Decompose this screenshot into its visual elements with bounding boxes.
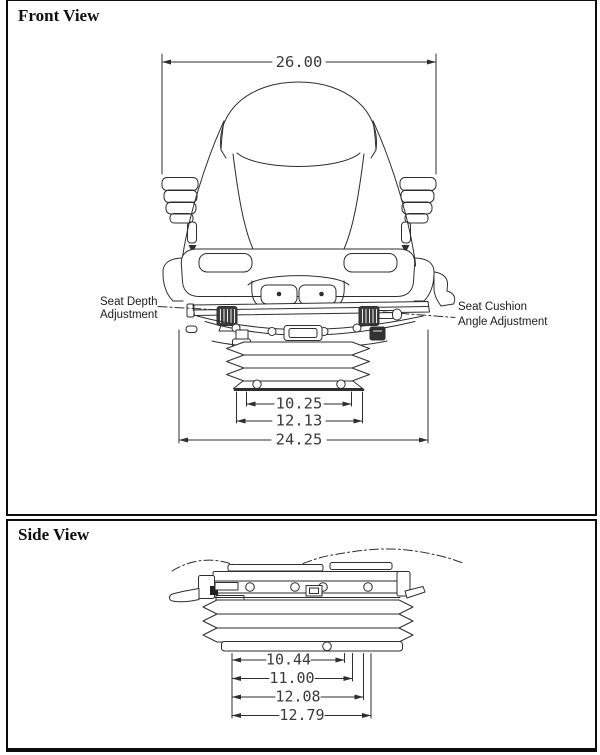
adjustment-lever-handle — [170, 589, 200, 602]
side-mount-hole — [323, 642, 332, 651]
front-view-title: Front View — [18, 6, 100, 25]
dim-text-base-width: 12.13 — [275, 411, 323, 430]
front-view-drawing — [100, 53, 548, 449]
side-view-title: Side View — [18, 525, 90, 544]
dim-text-side-1: 10.44 — [265, 650, 312, 669]
seat-backrest — [182, 82, 416, 266]
dim-text-side-3: 12.08 — [275, 687, 321, 706]
right-armrest — [400, 178, 436, 254]
front-bellows — [227, 342, 370, 390]
mount-hole-left — [253, 380, 261, 388]
seat-cushion-label-line2: Angle Adjustment — [458, 316, 548, 328]
side-bellows — [203, 598, 413, 652]
dim-text-side-2: 11.00 — [269, 668, 315, 687]
seat-depth-label-line2: Adjustment — [100, 309, 158, 321]
left-armrest — [162, 178, 198, 254]
side-view-drawing — [170, 549, 464, 724]
dim-text-overall-width: 24.25 — [275, 430, 323, 449]
seat-depth-label-line1: Seat Depth — [100, 296, 158, 308]
mount-hole-right — [337, 380, 345, 388]
dim-text-side-4: 12.79 — [279, 705, 325, 724]
dim-text-mount-hole-spacing: 10.25 — [275, 394, 323, 413]
side-dimensions — [232, 650, 371, 724]
front-dim-seat-width — [162, 53, 436, 174]
seat-cushion-label-line1: Seat Cushion — [458, 301, 528, 313]
dim-text-seat-width: 26.00 — [275, 53, 323, 71]
side-suspension-mechanism — [170, 563, 426, 603]
